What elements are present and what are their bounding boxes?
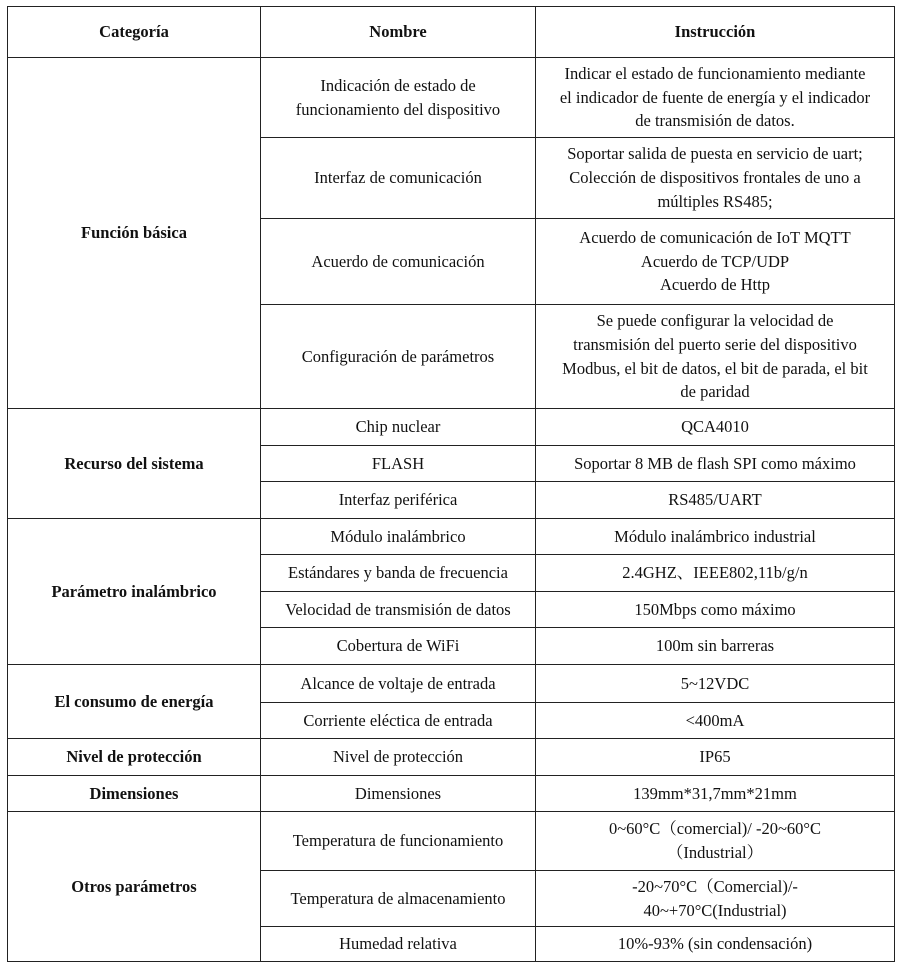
name-cell: Alcance de voltaje de entrada [261,665,536,703]
category-cell: Recurso del sistema [8,409,261,519]
instruction-cell: Acuerdo de comunicación de IoT MQTT Acuerdo de TCP/UDP Acuerdo de Http [536,219,895,305]
category-cell: Función básica [8,58,261,409]
instruction-cell: Indicar el estado de funcionamiento mediante el indicador de fuente de energía y el indicador de transmisión de datos. [536,58,895,138]
header-instruction: Instrucción [536,7,895,58]
instruction-cell: IP65 [536,739,895,776]
instruction-cell: RS485/UART [536,482,895,519]
name-cell: Configuración de parámetros [261,305,536,409]
table-row [8,812,895,871]
category-cell: Dimensiones [8,776,261,812]
instruction-cell: 2.4GHZ、IEEE802,11b/g/n [536,555,895,592]
table-row [8,776,895,812]
name-cell: Dimensiones [261,776,536,812]
instruction-cell: 100m sin barreras [536,628,895,665]
instruction-cell: 139mm*31,7mm*21mm [536,776,895,812]
name-cell: Velocidad de transmisión de datos [261,592,536,628]
category-cell: El consumo de energía [8,665,261,739]
name-cell: Temperatura de funcionamiento [261,812,536,871]
category-cell: Otros parámetros [8,812,261,962]
header-row [8,7,895,58]
instruction-cell: Soportar salida de puesta en servicio de uart; Colección de dispositivos frontales de uno a múltiples RS485; [536,138,895,219]
name-cell: Acuerdo de comunicación [261,219,536,305]
instruction-cell: Se puede configurar la velocidad de transmisión del puerto serie del dispositivo Modbus, el bit de datos, el bit de parada, el bit de paridad [536,305,895,409]
instruction-cell: 0~60°C（comercial)/ -20~60°C （Industrial） [536,812,895,871]
instruction-cell: <400mA [536,703,895,739]
category-cell: Parámetro inalámbrico [8,519,261,665]
name-cell: Temperatura de almacenamiento [261,871,536,927]
name-cell: Estándares y banda de frecuencia [261,555,536,592]
instruction-cell: 150Mbps como máximo [536,592,895,628]
name-cell: Interfaz de comunicación [261,138,536,219]
name-cell: Módulo inalámbrico [261,519,536,555]
instruction-cell: -20~70°C（Comercial)/- 40~+70°C(Industrial) [536,871,895,927]
instruction-cell: 5~12VDC [536,665,895,703]
header-name: Nombre [261,7,536,58]
table-row [8,58,895,138]
instruction-cell: Módulo inalámbrico industrial [536,519,895,555]
name-cell: Chip nuclear [261,409,536,446]
name-cell: Humedad relativa [261,927,536,962]
spec-table [7,6,895,962]
table-row [8,739,895,776]
instruction-cell: Soportar 8 MB de flash SPI como máximo [536,446,895,482]
name-cell: Indicación de estado de funcionamiento del dispositivo [261,58,536,138]
table-row [8,665,895,703]
instruction-cell: 10%-93% (sin condensación) [536,927,895,962]
table-row [8,409,895,446]
name-cell: FLASH [261,446,536,482]
header-category: Categoría [8,7,261,58]
table-row [8,519,895,555]
category-cell: Nivel de protección [8,739,261,776]
name-cell: Nivel de protección [261,739,536,776]
name-cell: Corriente eléctica de entrada [261,703,536,739]
name-cell: Interfaz periférica [261,482,536,519]
name-cell: Cobertura de WiFi [261,628,536,665]
instruction-cell: QCA4010 [536,409,895,446]
